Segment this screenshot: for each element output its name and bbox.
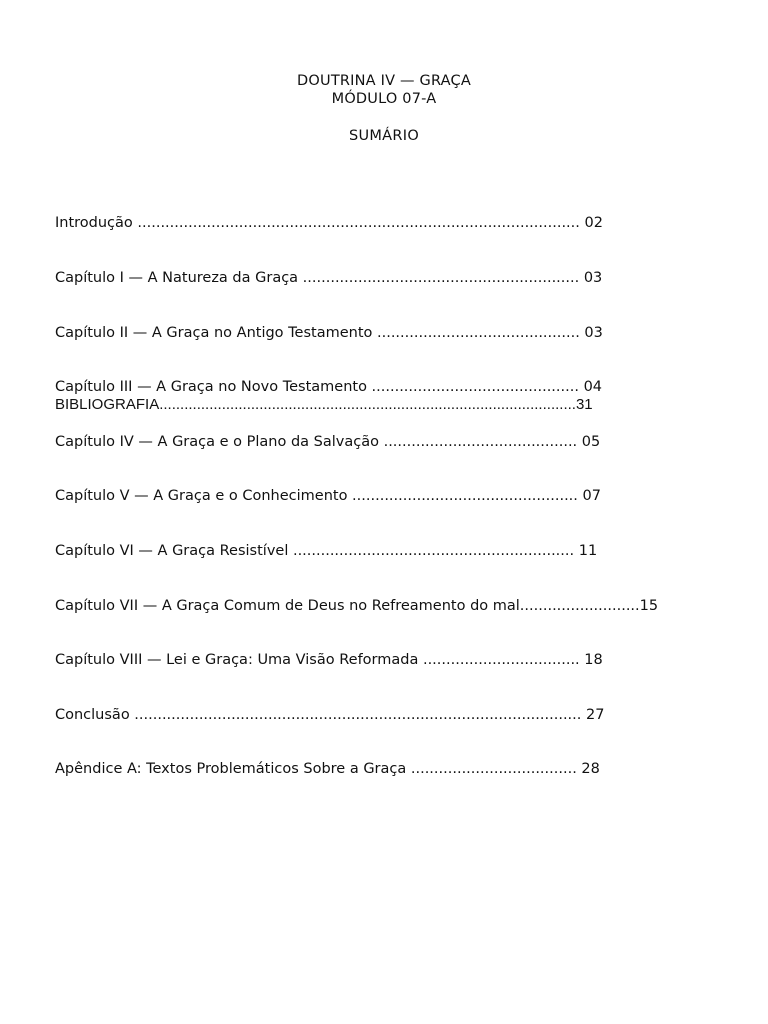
toc-entry-chapter-4: Capítulo IV — A Graça e o Plano da Salvação .......................................... 05 (55, 433, 601, 450)
toc-entry-chapter-3: Capítulo III — A Graça no Novo Testamento ............................................. 04 (55, 379, 603, 396)
title-module: MÓDULO 07-A (331, 91, 437, 107)
title-doctrine: DOUTRINA IV — GRAÇA (297, 73, 471, 89)
toc-entry-chapter-7: Capítulo VII — A Graça Comum de Deus no Refreamento do mal..........................15 (55, 597, 659, 614)
toc-entry-chapter-8: Capítulo VIII — Lei e Graça: Uma Visão Reformada .................................. 18 (55, 652, 603, 669)
toc-entry-chapter-5: Capítulo V — A Graça e o Conhecimento ................................................. 07 (55, 488, 601, 505)
toc-entry-conclusion: Conclusão ................................................................................................. 27 (55, 706, 605, 723)
toc-entry-chapter-2: Capítulo II — A Graça no Antigo Testamento ............................................ 03 (55, 324, 603, 341)
table-of-contents (55, 178, 735, 815)
toc-entry-chapter-1: Capítulo I — A Natureza da Graça ............................................................ 03 (55, 270, 603, 286)
document-title (0, 72, 768, 108)
toc-entry-appendix-a: Apêndice A: Textos Problemáticos Sobre a Graça .................................... 28 (55, 761, 600, 778)
toc-entry-introduction: Introdução ................................................................................................ 02 (55, 215, 603, 232)
summary-heading: SUMÁRIO (348, 128, 420, 144)
toc-entry-bibliography: BIBLIOGRAFIA....................................................................................................31 (55, 396, 593, 413)
toc-entry-chapter-6: Capítulo VI — A Graça Resistível ............................................................. 11 (55, 542, 598, 559)
